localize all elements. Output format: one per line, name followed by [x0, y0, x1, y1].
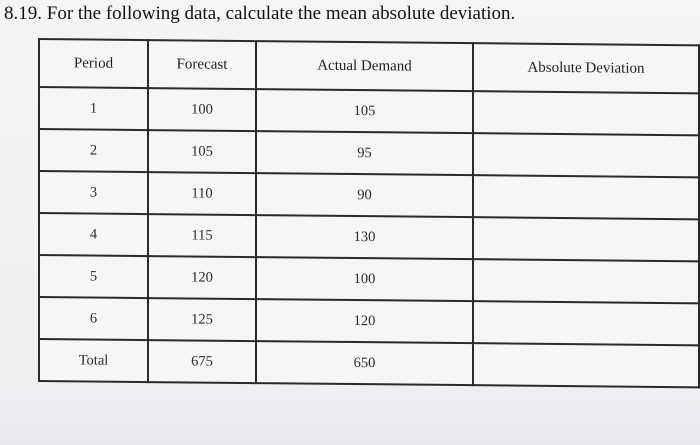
actual-demand-cell: 105	[256, 89, 473, 133]
page-bottom-shade	[0, 392, 700, 445]
forecast-cell: 115	[148, 214, 256, 257]
absolute-deviation-cell[interactable]	[473, 133, 699, 177]
period-cell: 5	[39, 255, 148, 298]
period-cell: 6	[39, 297, 148, 340]
absolute-deviation-cell[interactable]	[473, 217, 699, 261]
header-actual-demand: Actual Demand	[256, 41, 473, 91]
table-row	[39, 87, 699, 135]
forecast-cell: 125	[148, 298, 256, 341]
table-row	[39, 255, 699, 303]
absolute-deviation-cell[interactable]	[473, 91, 699, 135]
period-cell: 1	[39, 87, 148, 130]
header-forecast: Forecast	[148, 40, 256, 89]
absolute-deviation-cell[interactable]	[473, 259, 699, 303]
question-prompt: 8.19. For the following data, calculate the mean absolute deviation.	[4, 3, 516, 24]
forecast-cell: 100	[148, 88, 256, 131]
absolute-deviation-total[interactable]	[473, 343, 699, 387]
table-header-row	[39, 39, 699, 93]
forecast-total: 675	[148, 340, 256, 383]
table-row	[39, 171, 699, 219]
actual-demand-cell: 120	[256, 299, 473, 343]
absolute-deviation-cell[interactable]	[473, 175, 699, 219]
actual-demand-cell: 90	[256, 173, 473, 217]
period-cell: 4	[39, 213, 148, 256]
header-absolute-deviation: Absolute Deviation	[473, 43, 699, 93]
header-period: Period	[39, 39, 148, 88]
absolute-deviation-cell[interactable]	[473, 301, 699, 345]
table-row	[39, 129, 699, 177]
actual-demand-cell: 100	[256, 257, 473, 301]
actual-demand-cell: 130	[256, 215, 473, 259]
period-cell: 2	[39, 129, 148, 172]
table-row	[39, 213, 699, 261]
forecast-cell: 120	[148, 256, 256, 299]
total-label: Total	[39, 339, 148, 382]
forecast-cell: 110	[148, 172, 256, 215]
demand-table	[38, 38, 700, 388]
period-cell: 3	[39, 171, 148, 214]
table-row	[39, 297, 699, 345]
actual-demand-cell: 95	[256, 131, 473, 175]
forecast-cell: 105	[148, 130, 256, 173]
actual-demand-total: 650	[256, 341, 473, 385]
total-row	[39, 339, 699, 387]
